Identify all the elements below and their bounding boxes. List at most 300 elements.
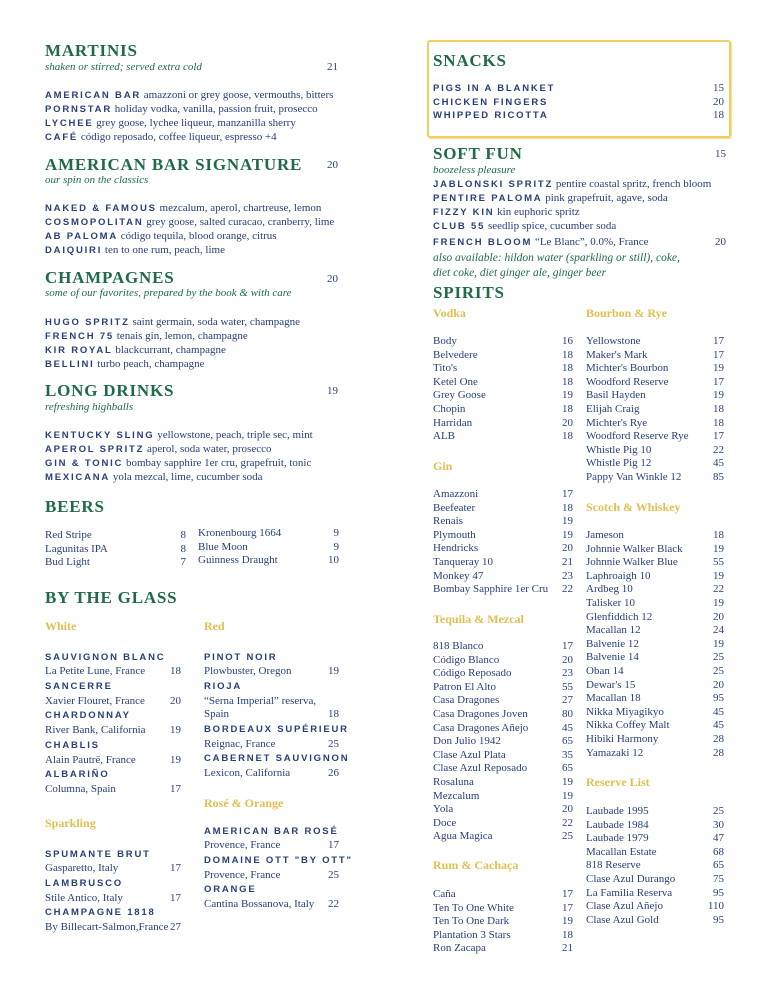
wine-name: AMERICAN BAR ROSÉ (204, 826, 339, 837)
item-price: 18 (562, 375, 573, 388)
wine-origin (45, 892, 181, 906)
wine-price: 20 (170, 694, 181, 707)
item-price: 25 (713, 651, 724, 664)
origin-text: “Serna Imperial” reserva, (204, 694, 317, 707)
item-name: Lagunitas IPA (45, 542, 108, 555)
origin-text: Alain Pautrё, France (45, 753, 136, 766)
item-name: Monkey 47 (433, 569, 484, 582)
list-item (586, 638, 724, 652)
item-price: 45 (713, 719, 724, 732)
list-item (586, 747, 724, 761)
wine-price: 19 (170, 724, 181, 737)
list-item (433, 915, 573, 929)
item-price: 75 (713, 872, 724, 885)
wine-origin (204, 767, 339, 781)
beers-left-list (45, 529, 186, 571)
list-item (433, 762, 573, 776)
list-item (198, 527, 339, 541)
origin-text: Columna, Spain (45, 783, 116, 796)
item-name: Hendricks (433, 542, 479, 555)
beers-right-list (198, 527, 339, 569)
item-price: 7 (180, 556, 186, 569)
list-item (433, 888, 573, 902)
list-item (586, 583, 724, 597)
item-name: Ketel One (433, 375, 478, 388)
vodka-list (433, 335, 573, 444)
wine-price: 19 (328, 665, 339, 677)
item-name: NAKED & FAMOUS (45, 203, 157, 214)
list-item (433, 430, 573, 444)
item-name: Michter's Rye (586, 416, 648, 429)
list-item (433, 109, 724, 123)
item-name: Belvedere (433, 348, 478, 361)
wine-price: 17 (170, 891, 181, 904)
wine-origin (45, 862, 181, 876)
list-item (433, 803, 573, 817)
list-item (433, 942, 573, 956)
item-name: JABLONSKI SPRITZ (433, 179, 554, 190)
item-name: Woodford Reserve (586, 375, 669, 388)
origin-text: Lexicon, California (204, 767, 291, 780)
list-item (586, 914, 724, 928)
item-price: 22 (713, 583, 724, 596)
list-item (433, 488, 573, 502)
list-item (586, 543, 724, 557)
wine-name: DOMAINE OTT "BY OTT" (204, 854, 353, 866)
item-name: Ten To One White (433, 901, 514, 914)
origin-text: Stile Antico, Italy (45, 891, 123, 904)
item-price: 20 (562, 803, 573, 816)
item-desc: amazzoni or grey goose, vermouths, bitters (143, 89, 334, 101)
list-item (433, 708, 573, 722)
item-name: Balvenie 12 (586, 637, 639, 650)
item-price: 17 (562, 488, 573, 500)
menu-item (433, 177, 726, 191)
item-name: Whistle Pig 12 (586, 457, 652, 470)
item-price: 15 (713, 82, 724, 94)
item-price: 25 (562, 830, 573, 843)
snacks-title: SNACKS (433, 51, 507, 70)
item-name: PORNSTAR (45, 104, 113, 115)
beers-title: BEERS (45, 497, 105, 516)
list-item (433, 667, 573, 681)
item-name: Nikka Coffey Malt (586, 719, 670, 732)
list-item (586, 679, 724, 693)
soft-fun-list (433, 177, 726, 249)
item-name: COSMOPOLITAN (45, 217, 144, 228)
white-label: White (45, 619, 77, 633)
item-price: 17 (713, 335, 724, 347)
wine-origin (204, 839, 339, 853)
item-price: 18 (713, 402, 724, 415)
list-item (586, 624, 724, 638)
soft-fun-title: SOFT FUN (433, 144, 523, 163)
item-price: 8 (180, 542, 186, 555)
item-price: 45 (562, 721, 573, 734)
item-desc: yola mezcal, lime, cucumber soda (112, 471, 263, 483)
item-name: PIGS IN A BLANKET (433, 83, 556, 94)
wine-origin (45, 695, 181, 709)
item-name: Casa Dragones Joven (433, 707, 528, 720)
scotch-whiskey-label: Scotch & Whiskey (586, 500, 681, 514)
list-item (586, 887, 724, 901)
origin-text: Spain (204, 708, 230, 721)
list-item (586, 611, 724, 625)
item-price: 28 (713, 746, 724, 759)
item-desc: pink grapefruit, agave, soda (545, 192, 668, 204)
item-name: Macallan 18 (586, 692, 641, 705)
item-desc: mezcalum, aperol, chartreuse, lemon (159, 202, 322, 214)
item-price: 85 (713, 470, 724, 483)
item-name: Amazzoni (433, 488, 479, 500)
item-name: Blue Moon (198, 540, 248, 553)
menu-item (45, 470, 313, 484)
item-price: 8 (180, 529, 186, 541)
origin-text: Cantina Bossanova, Italy (204, 898, 315, 911)
item-price: 19 (713, 569, 724, 582)
list-item (586, 805, 724, 819)
list-item (586, 529, 724, 543)
item-price: 110 (707, 900, 724, 913)
wine-origin (45, 783, 181, 797)
item-price: 20 (713, 95, 724, 108)
list-item (433, 583, 573, 597)
list-item (433, 640, 573, 654)
item-name: Glenfiddich 12 (586, 610, 653, 623)
menu-item (45, 456, 313, 470)
item-price: 17 (562, 901, 573, 914)
item-price: 17 (562, 888, 573, 900)
menu-item (45, 428, 313, 442)
item-price: 25 (713, 805, 724, 817)
wine-price: 17 (328, 839, 339, 851)
item-name: PENTIRE PALOMA (433, 193, 543, 204)
champagnes-list (45, 315, 300, 371)
list-item (586, 335, 724, 349)
wine-name: CHABLIS (45, 739, 100, 751)
origin-text: River Bank, California (45, 724, 146, 737)
wine-name: RIOJA (204, 680, 243, 692)
item-name: La Familia Reserva (586, 886, 673, 899)
item-name: Bombay Sapphire 1er Cru (433, 583, 549, 596)
list-item (433, 749, 573, 763)
list-item (433, 82, 724, 96)
origin-text: Provence, France (204, 839, 281, 851)
long-drinks-list (45, 428, 313, 484)
item-name: Código Blanco (433, 653, 500, 666)
rum-cachaca-label: Rum & Cachaça (433, 858, 519, 872)
item-price: 47 (713, 832, 724, 845)
item-price: 19 (562, 528, 573, 541)
wine-origin (45, 921, 181, 935)
list-item (45, 529, 186, 543)
item-name: Maker's Mark (586, 348, 648, 361)
wine-origin (204, 665, 339, 679)
list-item (586, 457, 724, 471)
origin-text: Plowbuster, Oregon (204, 665, 292, 677)
item-name: ALB (433, 430, 455, 443)
item-price: 24 (713, 624, 724, 637)
item-name: Pappy Van Winkle 12 (586, 470, 682, 483)
gin-label: Gin (433, 459, 453, 473)
item-name: Woodford Reserve Rye (586, 430, 689, 443)
wine-price: 25 (328, 868, 339, 881)
champagnes-subtitle: some of our favorites, prepared by the book & with care (45, 287, 292, 299)
item-name: MEXICANA (45, 472, 111, 483)
menu-item (45, 201, 334, 215)
item-price: 23 (562, 569, 573, 582)
wine-name: ALBARIÑO (45, 769, 110, 781)
item-name: Ardbeg 10 (586, 583, 633, 596)
item-desc: código reposado, coffee liqueur, espresso +4 (80, 131, 277, 143)
item-name: 818 Reserve (586, 859, 641, 872)
item-desc: saint germain, soda water, champagne (132, 316, 301, 328)
menu-item (45, 329, 300, 343)
item-price: 17 (713, 375, 724, 388)
item-name: Yola (433, 803, 454, 816)
list-item (586, 349, 724, 363)
wine-price: 17 (170, 862, 181, 874)
item-name: LYCHEE (45, 118, 94, 129)
origin-text: Provence, France (204, 868, 281, 881)
list-item (586, 733, 724, 747)
wine-origin (204, 708, 339, 722)
item-name: Clase Azul Reposado (433, 762, 528, 775)
item-name: CHICKEN FINGERS (433, 96, 549, 108)
wine-price: 18 (170, 665, 181, 677)
item-name: Laubade 1995 (586, 805, 649, 817)
menu-item (45, 215, 334, 229)
list-item (198, 554, 339, 568)
item-price: 20 (713, 610, 724, 623)
item-name: Bud Light (45, 556, 90, 569)
item-name: Elijah Craig (586, 402, 640, 415)
item-name: BELLINI (45, 359, 95, 370)
item-price: 18 (562, 402, 573, 415)
origin-text: Gasparetto, Italy (45, 862, 119, 874)
sparkling-wine-list (45, 847, 181, 935)
menu-item (45, 88, 333, 102)
item-price: 55 (713, 556, 724, 569)
item-name: Clase Azul Durango (586, 872, 676, 885)
scotch-list (586, 529, 724, 760)
menu-item (433, 205, 726, 219)
menu-item (45, 442, 313, 456)
item-price: 17 (713, 348, 724, 361)
item-price: 18 (713, 109, 724, 122)
sparkling-label: Sparkling (45, 816, 96, 830)
item-price: 22 (562, 816, 573, 829)
also-available-line-1: also available: hildon water (sparkling or still), coke, (433, 252, 680, 264)
list-item (433, 570, 573, 584)
wine-price: 19 (170, 753, 181, 766)
item-name: CLUB 55 (433, 221, 486, 232)
by-the-glass-title: BY THE GLASS (45, 588, 178, 607)
item-name: Whistle Pig 10 (586, 443, 652, 456)
item-price: 35 (562, 748, 573, 761)
soft-fun-price: 15 (715, 148, 726, 160)
signature-price: 20 (327, 159, 338, 171)
martinis-price: 21 (327, 61, 338, 73)
item-desc: aperol, soda water, prosecco (146, 443, 272, 455)
item-name: Plantation 3 Stars (433, 928, 511, 941)
item-price: 19 (562, 515, 573, 528)
item-name: 818 Blanco (433, 640, 484, 652)
item-name: GIN & TONIC (45, 458, 124, 469)
item-name: Laubade 1979 (586, 832, 649, 845)
signature-list (45, 201, 334, 257)
item-price: 19 (562, 789, 573, 802)
item-name: HUGO SPRITZ (45, 317, 130, 328)
list-item (433, 776, 573, 790)
list-item (586, 665, 724, 679)
item-name: Doce (433, 816, 457, 829)
list-item (433, 902, 573, 916)
gin-list (433, 488, 573, 597)
item-price: 18 (562, 501, 573, 514)
item-name: CAFÉ (45, 132, 79, 143)
item-price: 18 (713, 529, 724, 541)
list-item (586, 846, 724, 860)
origin-text: La Petite Lune, France (45, 665, 146, 677)
list-item (433, 96, 724, 110)
wine-price: 22 (328, 898, 339, 911)
item-desc: kin euphoric spritz (497, 206, 580, 218)
item-desc: turbo peach, champagne (97, 358, 205, 370)
item-price: 19 (562, 389, 573, 402)
origin-text: By Billecart-Salmon,France (45, 921, 169, 934)
item-price: 65 (713, 859, 724, 872)
list-item (433, 817, 573, 831)
menu-item (433, 235, 726, 249)
item-name: AB PALOMA (45, 231, 119, 242)
item-name: Clase Azul Gold (586, 913, 659, 926)
item-price: 18 (713, 416, 724, 429)
item-name: Jameson (586, 529, 624, 541)
reserve-list-label: Reserve List (586, 775, 650, 789)
champagnes-price: 20 (327, 273, 338, 285)
item-price: 17 (713, 430, 724, 443)
menu-item (45, 315, 300, 329)
wine-price: 27 (170, 921, 181, 934)
item-name: WHIPPED RICOTTA (433, 110, 549, 122)
item-name: Dewar's 15 (586, 678, 636, 691)
martinis-subtitle: shaken or stirred; served extra cold (45, 61, 202, 73)
list-item (586, 900, 724, 914)
item-name: Yamazaki 12 (586, 746, 644, 759)
wine-price: 17 (170, 783, 181, 796)
champagnes-title: CHAMPAGNES (45, 268, 175, 287)
item-name: Tito's (433, 362, 458, 375)
item-name: Casa Dragones (433, 694, 500, 707)
wine-name: BORDEAUX SUPÉRIEUR (204, 723, 349, 735)
item-desc: holiday vodka, vanilla, passion fruit, prosecco (114, 103, 318, 115)
list-item (433, 349, 573, 363)
item-name: Laphroaigh 10 (586, 569, 651, 582)
item-name: Yellowstone (586, 335, 641, 347)
wine-origin (204, 738, 339, 752)
item-name: Don Julio 1942 (433, 735, 501, 748)
list-item (433, 417, 573, 431)
list-item (586, 570, 724, 584)
list-item (586, 471, 724, 485)
item-price: 21 (562, 555, 573, 568)
list-item (433, 790, 573, 804)
list-item (433, 654, 573, 668)
item-name: FRENCH 75 (45, 331, 114, 342)
list-item (433, 735, 573, 749)
list-item (45, 543, 186, 557)
item-price: 20 (562, 542, 573, 555)
item-name: FIZZY KIN (433, 207, 495, 218)
wine-price: 26 (328, 767, 339, 780)
list-item (433, 529, 573, 543)
item-name: Ron Zacapa (433, 942, 486, 955)
list-item (433, 694, 573, 708)
wine-name: CABERNET SAUVIGNON (204, 753, 350, 765)
item-name: Caña (433, 888, 456, 900)
item-price: 55 (562, 680, 573, 693)
list-item (433, 335, 573, 349)
item-desc: ten to one rum, peach, lime (104, 244, 225, 256)
vodka-label: Vodka (433, 306, 466, 320)
list-item (433, 376, 573, 390)
wine-name: CHARDONNAY (45, 710, 131, 722)
item-price: 25 (713, 664, 724, 677)
item-price: 95 (713, 886, 724, 899)
item-name: Red Stripe (45, 529, 92, 541)
martinis-list (45, 88, 333, 144)
item-name: Mezcalum (433, 789, 480, 802)
wine-origin (204, 869, 339, 883)
item-price: 45 (713, 705, 724, 718)
list-item (433, 362, 573, 376)
item-price: 10 (328, 554, 339, 567)
list-item (586, 376, 724, 390)
item-price: 19 (713, 637, 724, 650)
item-name: Talisker 10 (586, 596, 636, 609)
item-desc: código tequila, blood orange, citrus (120, 230, 277, 242)
list-item (586, 444, 724, 458)
wine-origin (45, 724, 181, 738)
item-price: 20 (713, 678, 724, 691)
item-desc: seedlip spice, cucumber soda (487, 220, 617, 232)
wine-name: SAUVIGNON BLANC (45, 652, 166, 663)
item-name: Tanqueray 10 (433, 555, 494, 568)
item-price: 9 (333, 540, 339, 553)
item-desc: grey goose, salted curacao, cranberry, lime (146, 216, 335, 228)
list-item (586, 819, 724, 833)
list-item (586, 706, 724, 720)
wine-name: LAMBRUSCO (45, 877, 123, 889)
rum-list (433, 888, 573, 956)
item-price: 28 (713, 732, 724, 745)
wine-name: PINOT NOIR (204, 652, 278, 663)
item-name: Chopin (433, 402, 466, 415)
list-item (433, 722, 573, 736)
item-price: 21 (562, 942, 573, 955)
item-price: 17 (562, 640, 573, 652)
item-name: Renais (433, 515, 463, 528)
list-item (586, 859, 724, 873)
rose-wine-list (204, 824, 353, 912)
menu-item (45, 229, 334, 243)
menu-item (433, 191, 726, 205)
item-name: Rosaluna (433, 775, 474, 788)
item-name: Balvenie 14 (586, 651, 639, 664)
item-price: 18 (562, 362, 573, 375)
item-name: Michter's Bourbon (586, 362, 669, 375)
